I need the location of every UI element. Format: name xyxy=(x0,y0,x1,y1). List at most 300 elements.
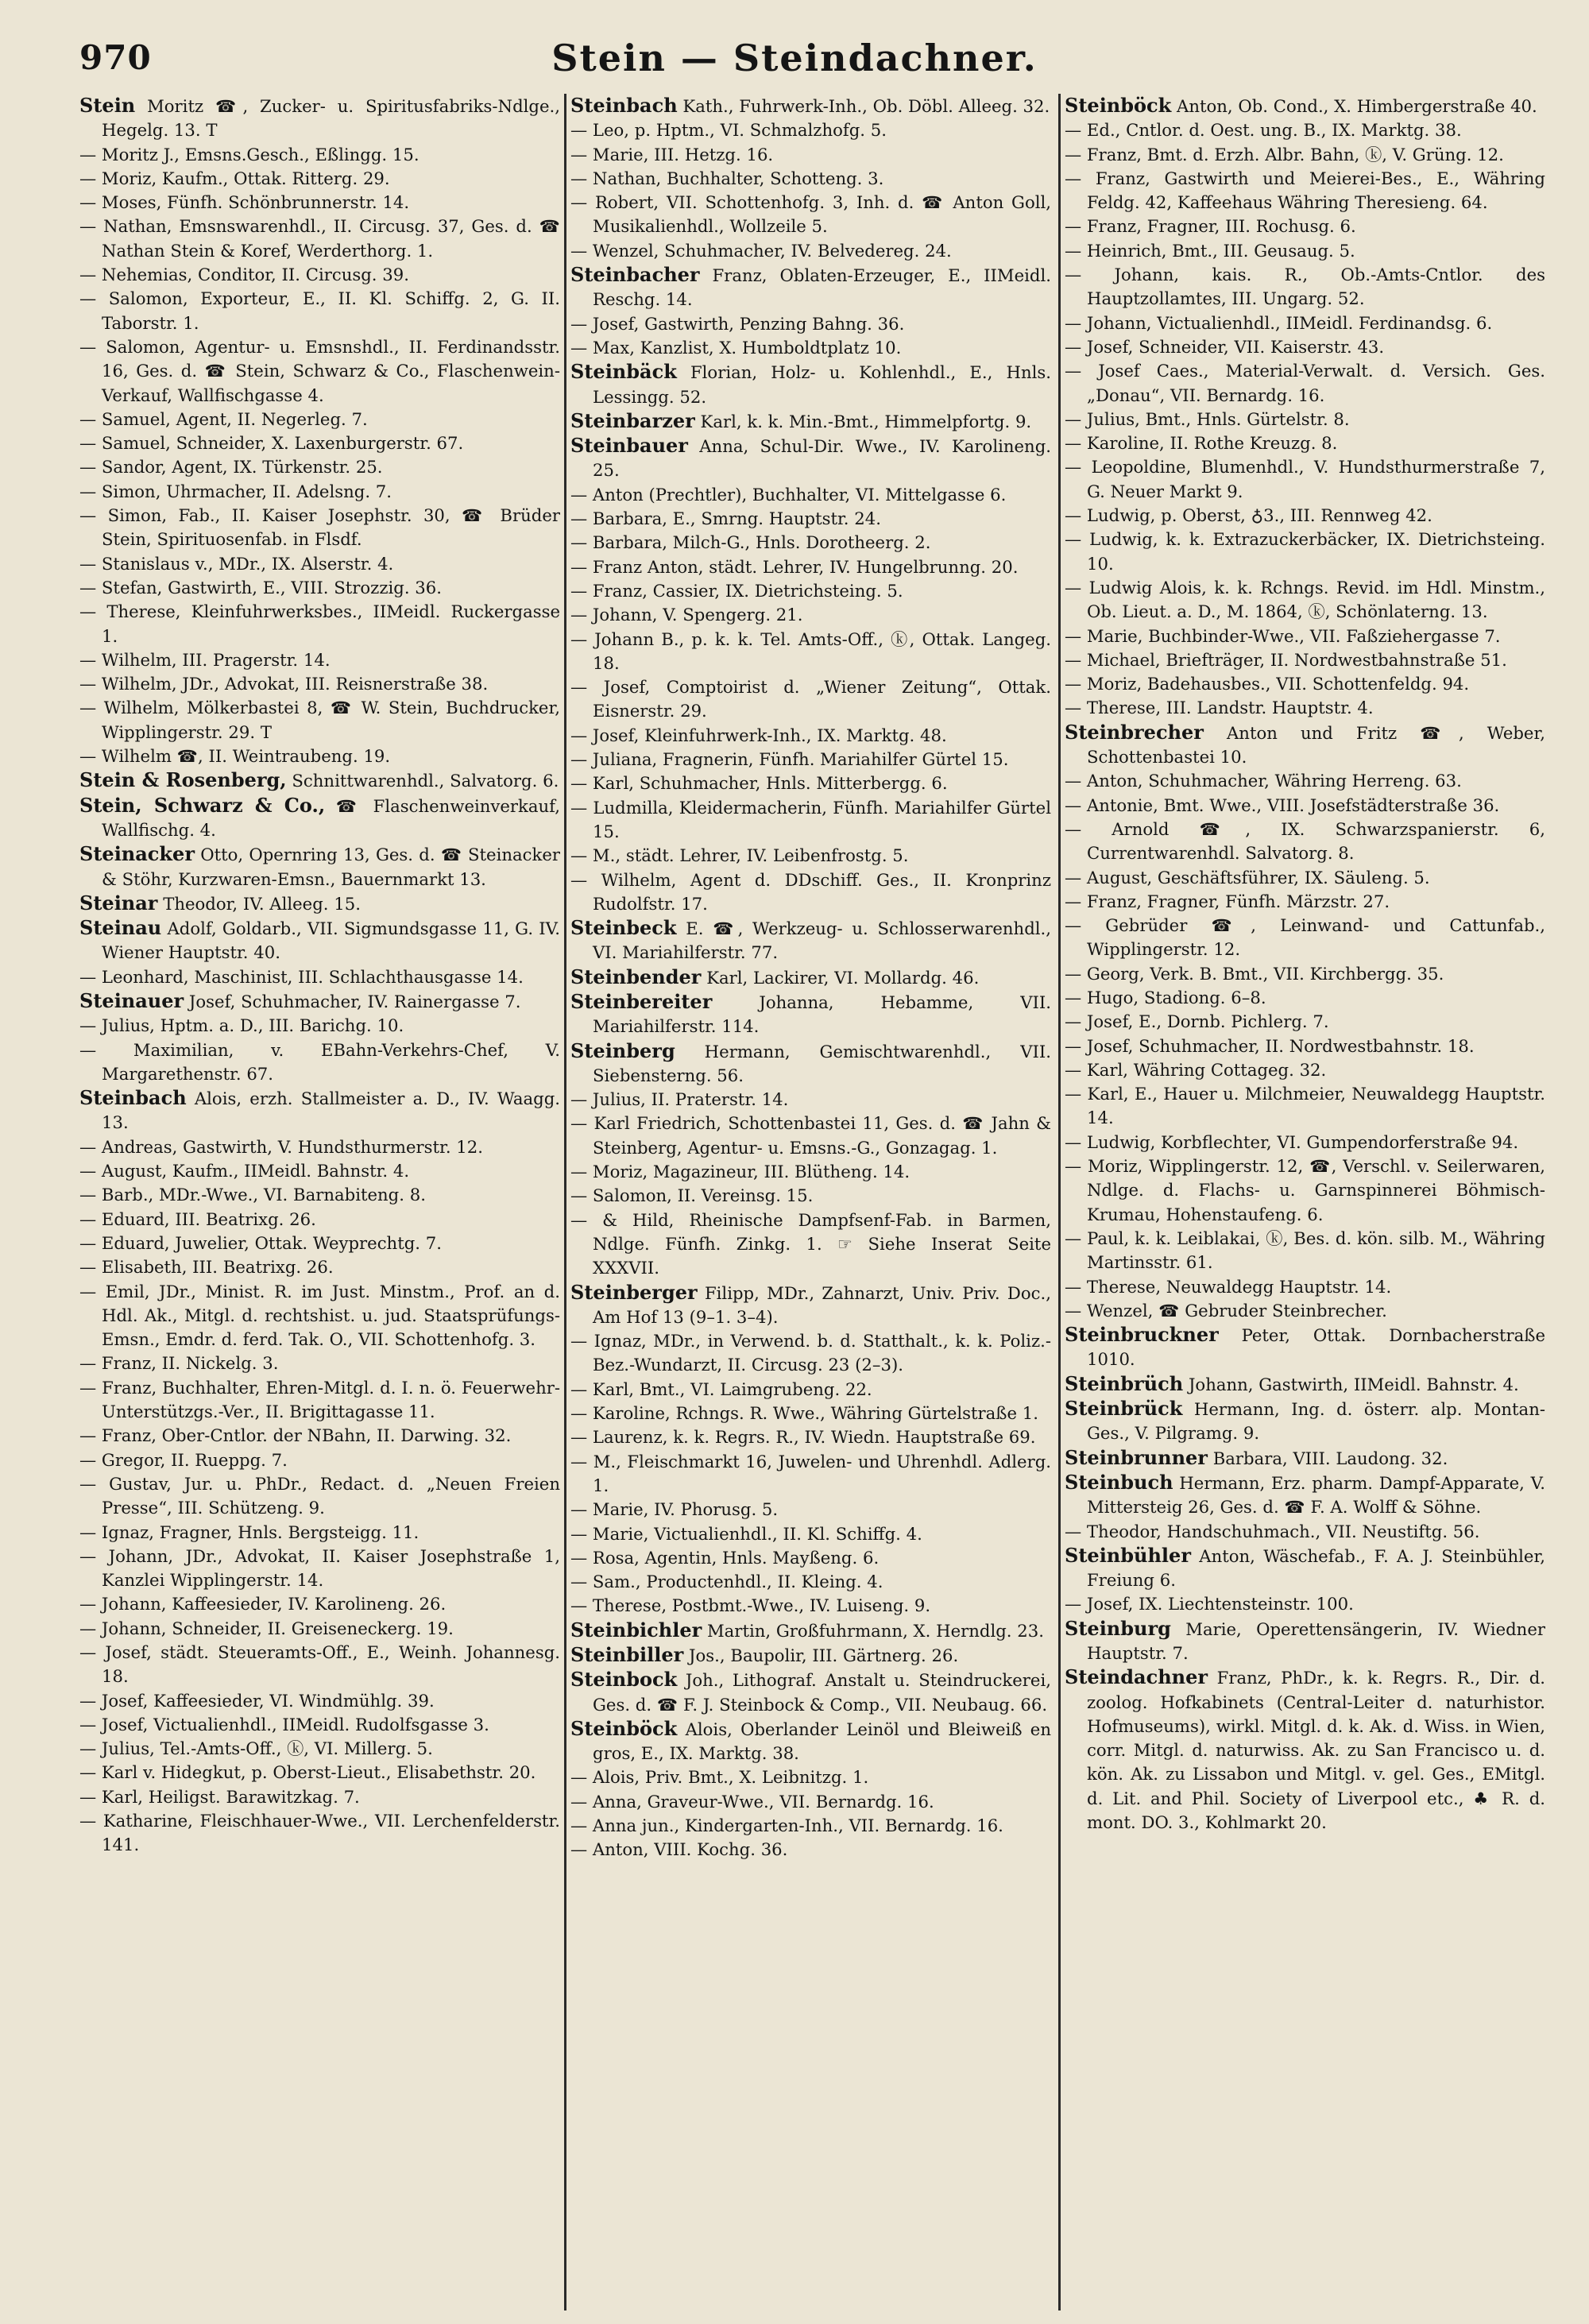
entry-text: Anna, Schul-Dir. Wwe., IV. Karolineng. 25. xyxy=(593,436,1051,481)
entry-text: — Johann, Victualienhdl., IIMeidl. Ferdinandsg. 6. xyxy=(1065,312,1493,333)
column-divider xyxy=(1058,94,1061,2310)
directory-entry xyxy=(1065,794,1545,818)
directory-entry xyxy=(1065,528,1545,576)
entry-text: — Michael, Briefträger, II. Nordwestbahnstraße 51. xyxy=(1065,649,1507,670)
directory-entry xyxy=(79,504,560,552)
directory-entry xyxy=(570,483,1051,507)
directory-entry xyxy=(570,1498,1051,1522)
directory-entry xyxy=(1065,455,1545,504)
directory-entry xyxy=(79,1135,560,1159)
entry-surname: Steinar xyxy=(79,891,158,915)
directory-entry xyxy=(1065,1520,1545,1544)
entry-text: — Wenzel, ☎ Gebruder Steinbrecher. xyxy=(1065,1300,1387,1321)
entry-text: — Johann, Schneider, II. Greiseneckerg. 19. xyxy=(79,1618,454,1638)
directory-entry xyxy=(79,842,560,891)
entry-text: — Leonhard, Maschinist, III. Schlachthausgasse 14. xyxy=(79,966,524,987)
entry-text: — Marie, IV. Phorusg. 5. xyxy=(570,1499,779,1520)
entry-text: — Josef, Kaffeesieder, VI. Windmühlg. 39. xyxy=(79,1690,435,1711)
directory-entry xyxy=(570,844,1051,868)
entry-text: Martin, Großfuhrmann, X. Herndlg. 23. xyxy=(702,1620,1044,1641)
directory-entry xyxy=(570,167,1051,191)
entry-text: — Gebrüder ☎, Leinwand- und Cattunfab., Wipplingerstr. 12. xyxy=(1065,915,1545,960)
entry-text: — Karl Friedrich, Schottenbastei 11, Ges. d. ☎ Jahn & Steinberg, Agentur- u. Emsns.-G., Gonzagag. 1. xyxy=(570,1113,1051,1158)
directory-entry xyxy=(79,1713,560,1737)
entry-surname: Steinbrecher xyxy=(1065,720,1204,744)
entry-surname: Steinbiller xyxy=(570,1643,684,1666)
directory-entry xyxy=(570,191,1051,239)
directory-entry xyxy=(570,1570,1051,1594)
entry-text: Karl, Lackirer, VI. Mollardg. 46. xyxy=(701,967,980,988)
directory-entry xyxy=(570,603,1051,627)
directory-entry xyxy=(79,215,560,263)
entry-surname: Steinau xyxy=(79,916,162,940)
directory-entry xyxy=(79,1280,560,1352)
directory-entry xyxy=(570,263,1051,312)
directory-entry xyxy=(1065,648,1545,672)
directory-entry xyxy=(570,1402,1051,1425)
entry-text: — Laurenz, k. k. Regrs. R., IV. Wiedn. Hauptstraße 69. xyxy=(570,1427,1036,1448)
entry-text: — Simon, Fab., II. Kaiser Josephstr. 30, ☎ Brüder Stein, Spirituosenfab. in Flsdf. xyxy=(79,505,560,550)
entry-text: — Anton, Schuhmacher, Währing Herreng. 63. xyxy=(1065,771,1462,791)
directory-entry xyxy=(79,480,560,504)
directory-entry xyxy=(1065,408,1545,431)
entry-text: — Marie, Buchbinder-Wwe., VII. Faßziehergasse 7. xyxy=(1065,625,1501,646)
entry-text: — Arnold ☎, IX. Schwarzspanierstr. 6, Currentwarenhdl. Salvatorg. 8. xyxy=(1065,818,1545,864)
directory-entry xyxy=(570,1184,1051,1208)
directory-entry xyxy=(79,1208,560,1232)
entry-text: — Juliana, Fragnerin, Fünfh. Mariahilfer Gürtel 15. xyxy=(570,749,1009,770)
directory-entry xyxy=(79,648,560,672)
entry-surname: Steinbrück xyxy=(1065,1397,1183,1421)
directory-entry xyxy=(570,579,1051,603)
directory-entry xyxy=(79,672,560,696)
directory-entry xyxy=(570,1717,1051,1766)
entry-text: — Nathan, Emsnswarenhdl., II. Circusg. 37, Ges. d. ☎ Nathan Stein & Koref, Werderthorg. 1. xyxy=(79,216,560,261)
column-1 xyxy=(79,94,560,2318)
entry-text: Franz, Oblaten-Erzeuger, E., IIMeidl. Reschg. 14. xyxy=(593,265,1051,310)
directory-entry xyxy=(79,1376,560,1425)
entry-text: — Salomon, Agentur- u. Emsnshdl., II. Ferdinandsstr. 16, Ges. d. ☎ Stein, Schwarz & Co., Flaschenwein-Verkauf, Wallfischgasse 4. xyxy=(79,336,560,405)
directory-entry xyxy=(570,312,1051,336)
entry-surname: Steindachner xyxy=(1065,1665,1208,1689)
directory-entry xyxy=(1065,818,1545,866)
entry-text: — Anna, Graveur-Wwe., VII. Bernardg. 16. xyxy=(570,1791,934,1812)
entry-text: — Johann B., p. k. k. Tel. Amts-Off., ⓚ, Ottak. Langeg. 18. xyxy=(570,628,1051,673)
entry-text: — Nathan, Buchhalter, Schotteng. 3. xyxy=(570,168,884,188)
directory-entry xyxy=(79,143,560,167)
entry-surname: Stein xyxy=(79,94,136,117)
entry-text: Hermann, Erz. pharm. Dampf-Apparate, V. Mittersteig 26, Ges. d. ☎ F. A. Wolff & Söhne. xyxy=(1087,1472,1545,1518)
entry-text: — Ludwig, Korbflechter, VI. Gumpendorferstraße 94. xyxy=(1065,1131,1519,1152)
entry-text: Adolf, Goldarb., VII. Sigmundsgasse 11, G. IV. Wiener Hauptstr. 40. xyxy=(102,918,560,963)
entry-text: Peter, Ottak. Dornbacherstraße 1010. xyxy=(1087,1325,1545,1370)
directory-entry xyxy=(1065,1131,1545,1154)
entry-surname: Steinbruckner xyxy=(1065,1323,1219,1347)
directory-entry xyxy=(1065,311,1545,335)
entry-text: — Karl, Währing Cottageg. 32. xyxy=(1065,1059,1327,1080)
directory-entry xyxy=(1065,696,1545,720)
entry-text: — Max, Kanzlist, X. Humboldtplatz 10. xyxy=(570,337,902,358)
entry-text: — Josef, Schuhmacher, II. Nordwestbahnstr. 18. xyxy=(1065,1035,1475,1056)
directory-entry xyxy=(1065,1227,1545,1275)
directory-entry xyxy=(570,507,1051,531)
entry-text: — Johann, V. Spengerg. 21. xyxy=(570,605,803,625)
entry-surname: Stein & Rosenberg, xyxy=(79,768,287,792)
entry-text: — Johann, JDr., Advokat, II. Kaiser Josephstraße 1, Kanzlei Wipplingerstr. 14. xyxy=(79,1545,560,1591)
entry-text: — Wilhelm, III. Pragerstr. 14. xyxy=(79,649,331,670)
directory-entry xyxy=(1065,1446,1545,1471)
entry-text: — Stefan, Gastwirth, E., VIII. Strozzig. 36. xyxy=(79,577,442,597)
entry-surname: Steinbichler xyxy=(570,1618,702,1641)
directory-entry xyxy=(1065,672,1545,696)
directory-entry xyxy=(570,868,1051,917)
entry-text: — Heinrich, Bmt., III. Geusaug. 5. xyxy=(1065,240,1355,261)
entry-text: — Samuel, Agent, II. Negerleg. 7. xyxy=(79,408,368,429)
directory-entry xyxy=(79,335,560,408)
directory-entry xyxy=(570,1814,1051,1838)
entry-surname: Steinbach xyxy=(79,1086,187,1110)
directory-entry xyxy=(79,965,560,989)
directory-entry xyxy=(1065,167,1545,215)
entry-text: Kath., Fuhrwerk-Inh., Ob. Döbl. Alleeg. 32. xyxy=(677,96,1050,116)
entry-text: Schnittwarenhdl., Salvatorg. 6. xyxy=(286,771,559,791)
entry-surname: Steinbäck xyxy=(570,360,677,384)
directory-entry xyxy=(79,1761,560,1785)
directory-entry xyxy=(570,990,1051,1039)
entry-text: Barbara, VIII. Laudong. 32. xyxy=(1207,1448,1448,1468)
directory-entry xyxy=(79,1159,560,1183)
directory-entry xyxy=(1065,1544,1545,1593)
entry-surname: Steinbrüch xyxy=(1065,1371,1184,1395)
directory-entry xyxy=(1065,721,1545,770)
directory-entry xyxy=(79,1592,560,1616)
directory-entry xyxy=(570,796,1051,845)
entry-text: — Georg, Verk. B. Bmt., VII. Kirchbergg. 35. xyxy=(1065,963,1444,984)
directory-entry xyxy=(1065,1372,1545,1397)
entry-text: Filipp, MDr., Zahnarzt, Univ. Priv. Doc., Am Hof 13 (9–1. 3–4). xyxy=(593,1282,1051,1327)
directory-entry xyxy=(79,455,560,479)
entry-text: — Katharine, Fleischhauer-Wwe., VII. Lerchenfelderstr. 141. xyxy=(79,1811,560,1855)
directory-entry xyxy=(1065,504,1545,528)
entry-surname: Steinberg xyxy=(570,1038,675,1062)
directory-entry xyxy=(79,576,560,600)
directory-entry xyxy=(570,1112,1051,1160)
directory-entry xyxy=(570,748,1051,771)
directory-entry xyxy=(1065,1471,1545,1520)
entry-text: — Moses, Fünfh. Schönbrunnerstr. 14. xyxy=(79,192,410,213)
entry-text: — Ludwig, k. k. Extrazuckerbäcker, IX. Dietrichsteing. 10. xyxy=(1065,529,1545,574)
directory-entry xyxy=(1065,1397,1545,1446)
directory-entry xyxy=(1065,143,1545,167)
directory-entry xyxy=(1065,431,1545,455)
entry-text: — Franz, Gastwirth und Meierei-Bes., E., Währing Feldg. 42, Kaffeehaus Währing Theresieng. 64. xyxy=(1065,168,1545,213)
entry-text: — Anton (Prechtler), Buchhalter, VI. Mittelgasse 6. xyxy=(570,484,1007,505)
entry-text: Jos., Baupolir, III. Gärtnerg. 26. xyxy=(683,1645,959,1665)
entry-text: — Therese, Postbmt.-Wwe., IV. Luiseng. 9. xyxy=(570,1595,931,1616)
directory-entry xyxy=(570,1281,1051,1330)
entry-text: Johann, Gastwirth, IIMeidl. Bahnstr. 4. xyxy=(1183,1374,1519,1394)
entry-surname: Steinbereiter xyxy=(570,989,713,1013)
entry-text: — Wilhelm, Agent d. DDschiff. Ges., II. Kronprinz Rudolfstr. 17. xyxy=(570,869,1051,914)
directory-entry xyxy=(79,1424,560,1448)
entry-text: — Josef, Comptoirist d. „Wiener Zeitung“, Ottak. Eisnerstr. 29. xyxy=(570,677,1051,721)
entry-surname: Steinbarzer xyxy=(570,408,695,432)
entry-text: E. ☎, Werkzeug- u. Schlosserwarenhdl., VI. Mariahilferstr. 77. xyxy=(593,918,1051,963)
entry-text: — Gustav, Jur. u. PhDr., Redact. d. „Neuen Freien Presse“, III. Schützeng. 9. xyxy=(79,1473,560,1518)
entry-text: Marie, Operettensängerin, IV. Wiedner Hauptstr. 7. xyxy=(1087,1618,1545,1663)
entry-text: — Karl, E., Hauer u. Milchmeier, Neuwaldegg Hauptstr. 14. xyxy=(1065,1084,1545,1128)
directory-entry xyxy=(570,360,1051,409)
directory-entry xyxy=(79,408,560,431)
directory-entry xyxy=(570,1618,1051,1643)
entry-text: — Franz, II. Nickelg. 3. xyxy=(79,1353,279,1374)
entry-surname: Steinbuch xyxy=(1065,1470,1173,1494)
entry-text: Johanna, Hebamme, VII. Mariahilferstr. 114. xyxy=(593,992,1051,1037)
directory-entry xyxy=(1065,1154,1545,1227)
directory-entry xyxy=(79,916,560,965)
entry-text: — Franz, Bmt. d. Erzh. Albr. Bahn, ⓚ, V. Grüng. 12. xyxy=(1065,144,1504,164)
directory-entry xyxy=(79,1232,560,1255)
directory-entry xyxy=(1065,359,1545,408)
entry-text: — Josef Caes., Material-Verwalt. d. Versich. Ges. „Donau“, VII. Bernardg. 16. xyxy=(1065,361,1545,405)
entry-text: — Alois, Priv. Bmt., X. Leibnitzg. 1. xyxy=(570,1767,869,1788)
entry-surname: Steinbühler xyxy=(1065,1543,1191,1567)
entry-surname: Steinböck xyxy=(1065,94,1172,117)
entry-text: — Josef, Schneider, VII. Kaiserstr. 43. xyxy=(1065,336,1385,357)
entry-text: — Samuel, Schneider, X. Laxenburgerstr. 67. xyxy=(79,433,464,454)
entry-surname: Steinbacher xyxy=(570,263,700,287)
directory-entry xyxy=(1065,1665,1545,1835)
entry-text: Anton und Fritz ☎, Weber, Schottenbastei 10. xyxy=(1087,722,1545,768)
directory-entry xyxy=(79,891,560,916)
entry-text: — August, Kaufm., IIMeidl. Bahnstr. 4. xyxy=(79,1161,410,1181)
entry-text: — Julius, Tel.-Amts-Off., ⓚ, VI. Millerg. 5. xyxy=(79,1738,433,1759)
entry-text: Anton, Ob. Cond., X. Himbergerstraße 40. xyxy=(1171,96,1537,116)
directory-entry xyxy=(1065,1082,1545,1131)
entry-text: — Barb., MDr.-Wwe., VI. Barnabiteng. 8. xyxy=(79,1185,426,1205)
entry-text: — Barbara, E., Smrng. Hauptstr. 24. xyxy=(570,508,881,529)
entry-text: — Rosa, Agentin, Hnls. Mayßeng. 6. xyxy=(570,1547,880,1568)
directory-entry xyxy=(79,1448,560,1472)
directory-entry xyxy=(79,1617,560,1641)
column-2 xyxy=(570,94,1051,2318)
directory-entry xyxy=(79,1038,560,1087)
directory-entry xyxy=(79,1689,560,1713)
column-divider xyxy=(564,94,566,2310)
entry-text: — Sandor, Agent, IX. Türkenstr. 25. xyxy=(79,457,383,478)
entry-text: — Therese, III. Landstr. Hauptstr. 4. xyxy=(1065,698,1374,718)
directory-entry xyxy=(570,1668,1051,1717)
directory-entry xyxy=(1065,866,1545,890)
directory-entry xyxy=(570,1039,1051,1089)
entry-text: — Franz, Fragner, Fünfh. Märzstr. 27. xyxy=(1065,891,1390,911)
entry-text: Karl, k. k. Min.-Bmt., Himmelpfortg. 9. xyxy=(694,411,1032,431)
entry-text: — Marie, Victualienhdl., II. Kl. Schiffg. 4. xyxy=(570,1523,922,1544)
entry-text: — Franz, Ober-Cntlor. der NBahn, II. Darwing. 32. xyxy=(79,1425,512,1446)
entry-text: — Moriz, Magazineur, III. Blütheng. 14. xyxy=(570,1162,910,1182)
directory-entry xyxy=(570,1378,1051,1402)
entry-text: — Nehemias, Conditor, II. Circusg. 39. xyxy=(79,265,409,285)
directory-entry xyxy=(79,1014,560,1038)
entry-text: — M., städt. Lehrer, IV. Leibenfrostg. 5. xyxy=(570,845,909,866)
directory-entry xyxy=(79,1545,560,1593)
entry-text: — Karl, Schuhmacher, Hnls. Mitterbergg. 6. xyxy=(570,773,948,794)
entry-text: — Simon, Uhrmacher, II. Adelsng. 7. xyxy=(79,481,392,501)
directory-entry xyxy=(570,336,1051,360)
entry-surname: Steinberger xyxy=(570,1280,698,1304)
directory-entry xyxy=(570,434,1051,483)
entry-surname: Steinbrunner xyxy=(1065,1445,1208,1469)
page-header: Stein — Steindachner. xyxy=(551,37,1038,79)
entry-text: — Barbara, Milch-G., Hnls. Dorotheerg. 2. xyxy=(570,532,931,553)
entry-text: Moritz ☎, Zucker- u. Spiritusfabriks-Ndlge., Hegelg. 13. T xyxy=(102,96,560,141)
entry-surname: Steinbach xyxy=(570,94,678,117)
entry-surname: Steinbock xyxy=(570,1668,678,1692)
entry-text: — Johann, kais. R., Ob.-Amts-Cntlor. des Hauptzollamtes, III. Ungarg. 52. xyxy=(1065,265,1545,309)
directory-entry xyxy=(570,239,1051,263)
directory-entry xyxy=(1065,1323,1545,1372)
entry-text: Josef, Schuhmacher, IV. Rainergasse 7. xyxy=(184,991,521,1011)
directory-entry xyxy=(1065,914,1545,962)
entry-text: — Julius, Hptm. a. D., III. Barichg. 10. xyxy=(79,1015,404,1036)
entry-text: — Elisabeth, III. Beatrixg. 26. xyxy=(79,1257,334,1278)
entry-surname: Steinburg xyxy=(1065,1616,1171,1640)
directory-entry xyxy=(570,675,1051,724)
directory-entry xyxy=(570,1425,1051,1449)
entry-text: — August, Geschäftsführer, IX. Säuleng. 5. xyxy=(1065,867,1430,887)
entry-text: Theodor, IV. Alleeg. 15. xyxy=(157,893,361,914)
entry-text: — Ignaz, MDr., in Verwend. b. d. Statthalt., k. k. Poliz.-Bez.-Wundarzt, II. Circusg. 23 (2–3). xyxy=(570,1331,1051,1375)
directory-entry xyxy=(79,1641,560,1689)
directory-entry xyxy=(570,1643,1051,1668)
entry-text: — Therese, Kleinfuhrwerksbes., IIMeidl. Ruckergasse 1. xyxy=(79,601,560,646)
entry-text: Hermann, Ing. d. österr. alp. Montan-Ges., V. Pilgramg. 9. xyxy=(1087,1399,1545,1444)
entry-surname: Steinbauer xyxy=(570,434,688,458)
entry-text: — Leo, p. Hptm., VI. Schmalzhofg. 5. xyxy=(570,120,887,141)
directory-entry xyxy=(79,552,560,576)
entry-text: — Ed., Cntlor. d. Oest. ung. B., IX. Marktg. 38. xyxy=(1065,120,1462,141)
entry-text: — Wilhelm, Mölkerbastei 8, ☎ W. Stein, Buchdrucker, Wipplingerstr. 29. T xyxy=(79,698,560,742)
directory-entry xyxy=(570,118,1051,142)
directory-entry xyxy=(1065,94,1545,118)
directory-entry xyxy=(79,696,560,744)
entry-surname: Steinauer xyxy=(79,988,184,1012)
directory-entry xyxy=(570,965,1051,990)
directory-entry xyxy=(79,1737,560,1761)
entry-text: — Paul, k. k. Leiblakai, ⓚ, Bes. d. kön. silb. M., Währing Martinsstr. 61. xyxy=(1065,1228,1545,1273)
directory-entry xyxy=(570,94,1051,118)
entry-text: — Josef, Gastwirth, Penzing Bahng. 36. xyxy=(570,313,905,334)
directory-entry xyxy=(570,1088,1051,1112)
page-number: 970 xyxy=(79,38,152,77)
directory-entry xyxy=(79,287,560,335)
entry-text: — Karl, Bmt., VI. Laimgrubeng. 22. xyxy=(570,1379,872,1399)
entry-text: Alois, erzh. Stallmeister a. D., IV. Waagg. 13. xyxy=(102,1089,560,1133)
directory-entry xyxy=(79,600,560,648)
entry-text: — Moriz, Badehausbes., VII. Schottenfeldg. 94. xyxy=(1065,674,1470,694)
directory-entry xyxy=(570,1450,1051,1498)
entry-text: — Moritz J., Emsns.Gesch., Eßlingg. 15. xyxy=(79,144,419,164)
entry-text: — Karl v. Hidegkut, p. Oberst-Lieut., Elisabethstr. 20. xyxy=(79,1762,536,1783)
directory-entry xyxy=(79,1351,560,1375)
directory-entry xyxy=(79,1809,560,1858)
entry-text: Hermann, Gemischtwarenhdl., VII. Siebensterng. 56. xyxy=(593,1041,1051,1085)
entry-surname: Steinbeck xyxy=(570,916,677,940)
directory-entry xyxy=(570,143,1051,167)
directory-entry xyxy=(79,1183,560,1207)
entry-text: — Franz, Fragner, III. Rochusg. 6. xyxy=(1065,216,1356,237)
entry-text: — Josef, E., Dornb. Pichlerg. 7. xyxy=(1065,1011,1329,1032)
entry-text: — Eduard, III. Beatrixg. 26. xyxy=(79,1208,316,1229)
entry-surname: Stein, Schwarz & Co., xyxy=(79,793,326,817)
directory-entry xyxy=(1065,576,1545,625)
directory-entry xyxy=(570,1329,1051,1378)
directory-entry xyxy=(570,1546,1051,1570)
directory-entry xyxy=(570,1594,1051,1618)
directory-entry xyxy=(79,263,560,287)
directory-entry xyxy=(570,1838,1051,1862)
entry-text: Otto, Opernring 13, Ges. d. ☎ Steinacker & Stöhr, Kurzwaren-Emsn., Bauernmarkt 13. xyxy=(102,845,560,889)
entry-text: — Theodor, Handschuhmach., VII. Neustiftg. 56. xyxy=(1065,1521,1480,1541)
directory-entry xyxy=(1065,1034,1545,1058)
entry-text: — Stanislaus v., MDr., IX. Alserstr. 4. xyxy=(79,553,394,574)
entry-text: — Josef, städt. Steueramts-Off., E., Weinh. Johannesg. 18. xyxy=(79,1642,560,1687)
entry-text: — Karl, Heiligst. Barawitzkag. 7. xyxy=(79,1786,360,1807)
entry-text: — Hugo, Stadiong. 6–8. xyxy=(1065,987,1266,1007)
entry-surname: Steinbender xyxy=(570,965,702,988)
entry-text: — Eduard, Juwelier, Ottak. Weyprechtg. 7. xyxy=(79,1232,442,1253)
directory-entry xyxy=(1065,335,1545,359)
directory-entry xyxy=(570,531,1051,555)
directory-entry xyxy=(1065,986,1545,1010)
entry-text: — Johann, Kaffeesieder, IV. Karolineng. 26. xyxy=(79,1594,447,1614)
directory-entry xyxy=(79,1785,560,1809)
column-3 xyxy=(1065,94,1545,2318)
directory-entry xyxy=(570,555,1051,579)
directory-entry xyxy=(1065,1299,1545,1323)
directory-entry xyxy=(570,916,1051,965)
entry-text: — Andreas, Gastwirth, V. Hundsthurmerstr. 12. xyxy=(79,1136,483,1157)
entry-text: Franz, PhDr., k. k. Regrs. R., Dir. d. zoolog. Hofkabinets (Central-Leiter d. naturhistor. Hofmuseums), wirkl. Mitgl. d. k. Ak. d. Wiss. in Wien, corr. Mitgl. d. naturwiss. Ak. zu San Francisco u. d. kön. Ak. zu Lissabon und Mitgl. v. gel. Ges., EMitgl. d. Lit. and Phil. Society of Liverpool etc., ♣ R. d. mont. DO. 3., Kohlmarkt 20. xyxy=(1087,1668,1545,1833)
directory-entry xyxy=(79,744,560,768)
directory-entry xyxy=(570,409,1051,434)
directory-entry xyxy=(1065,1592,1545,1616)
directory-entry xyxy=(79,1086,560,1135)
entry-text: — Moriz, Kaufm., Ottak. Ritterg. 29. xyxy=(79,168,390,188)
directory-entry xyxy=(570,771,1051,795)
entry-text: — Anna jun., Kindergarten-Inh., VII. Bernardg. 16. xyxy=(570,1816,1003,1836)
entry-text: Joh., Lithograf. Anstalt u. Steindruckerei, Ges. d. ☎ F. J. Steinbock & Comp., VII. Neubaug. 66. xyxy=(593,1670,1051,1715)
directory-entry xyxy=(79,431,560,455)
entry-text: — Moriz, Wipplingerstr. 12, ☎, Verschl. v. Seilerwaren, Ndlge. d. Flachs- u. Garnspinnerei Böhmisch-Krumau, Hohenstaufeng. 6. xyxy=(1065,1156,1545,1224)
directory-entry xyxy=(1065,263,1545,311)
entry-surname: Steinböck xyxy=(570,1716,678,1740)
directory-entry xyxy=(1065,962,1545,986)
directory-entry xyxy=(1065,118,1545,142)
entry-text: ☎ Flaschenweinverkauf, Wallfischg. 4. xyxy=(102,795,560,840)
entry-text: — Ludwig, p. Oberst, ♁3., III. Rennweg 42. xyxy=(1065,505,1432,526)
directory-entry xyxy=(79,1255,560,1279)
directory-entry xyxy=(1065,1275,1545,1299)
directory-entry xyxy=(79,794,560,843)
entry-text: — Ignaz, Fragner, Hnls. Bergsteigg. 11. xyxy=(79,1522,419,1542)
entry-text: — Julius, II. Praterstr. 14. xyxy=(570,1089,789,1110)
directory-entry xyxy=(570,1522,1051,1546)
entry-text: — Salomon, Exporteur, E., II. Kl. Schiffg. 2, G. II. Taborstr. 1. xyxy=(79,288,560,333)
directory-entry xyxy=(570,724,1051,748)
entry-text: — Sam., Productenhdl., II. Kleing. 4. xyxy=(570,1572,883,1592)
entry-text: Alois, Oberlander Leinöl und Bleiweiß en gros, E., IX. Marktg. 38. xyxy=(593,1719,1051,1764)
